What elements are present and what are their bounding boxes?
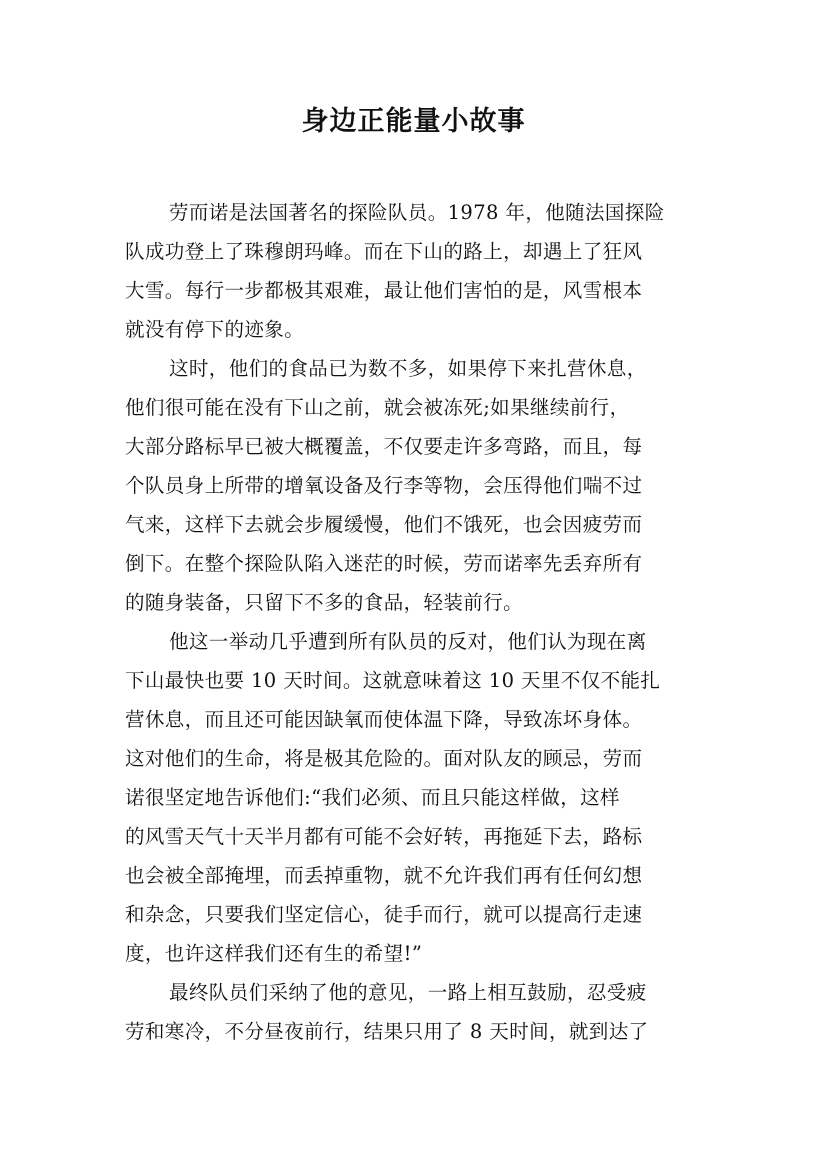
document-body xyxy=(125,193,705,1051)
text-line: 度，也许这样我们还有生的希望!” xyxy=(125,942,423,965)
text-line: 的风雪天气十天半月都有可能不会好转，再拖延下去，路标 xyxy=(125,825,643,848)
text-line: 这对他们的生命，将是极其危险的。面对队友的顾忌，劳而 xyxy=(125,747,643,770)
text-line: 他这一举动几乎遭到所有队员的反对，他们认为现在离 xyxy=(169,630,647,653)
text-line: 大雪。每行一步都极其艰难，最让他们害怕的是，风雪根本 xyxy=(125,279,643,302)
text-line: 也会被全部掩埋，而丢掉重物，就不允许我们再有任何幻想 xyxy=(125,864,643,887)
text-line: 倒下。在整个探险队陷入迷茫的时候，劳而诺率先丢弃所有 xyxy=(125,552,643,575)
text-line: 劳和寒冷，不分昼夜前行，结果只用了 8 天时间，就到达了 xyxy=(125,1020,649,1043)
text-line: 的随身装备，只留下不多的食品，轻装前行。 xyxy=(125,591,524,614)
text-line: 气来，这样下去就会步履缓慢，他们不饿死，也会因疲劳而 xyxy=(125,513,643,536)
text-line: 他们很可能在没有下山之前，就会被冻死;如果继续前行， xyxy=(125,396,630,419)
text-line: 和杂念，只要我们坚定信心，徒手而行，就可以提高行走速 xyxy=(125,903,643,926)
text-line: 诺很坚定地告诉他们:“我们必须、而且只能这样做，这样 xyxy=(125,786,620,809)
text-line: 个队员身上所带的增氧设备及行李等物，会压得他们喘不过 xyxy=(125,474,643,497)
text-line: 最终队员们采纳了他的意见，一路上相互鼓励，忍受疲 xyxy=(169,981,647,1004)
document-title: 身边正能量小故事 xyxy=(301,106,526,137)
text-line: 营休息，而且还可能因缺氧而使体温下降，导致冻坏身体。 xyxy=(125,708,643,731)
text-line: 队成功登上了珠穆朗玛峰。而在下山的路上，却遇上了狂风 xyxy=(125,240,643,263)
text-line: 下山最快也要 10 天时间。这就意味着这 10 天里不仅不能扎 xyxy=(125,669,661,692)
text-line: 这时，他们的食品已为数不多，如果停下来扎营休息， xyxy=(169,357,647,380)
text-line: 劳而诺是法国著名的探险队员。1978 年，他随法国探险 xyxy=(169,201,665,224)
text-line: 大部分路标早已被大概覆盖，不仅要走许多弯路，而且，每 xyxy=(125,435,643,458)
text-line: 就没有停下的迹象。 xyxy=(125,318,305,341)
